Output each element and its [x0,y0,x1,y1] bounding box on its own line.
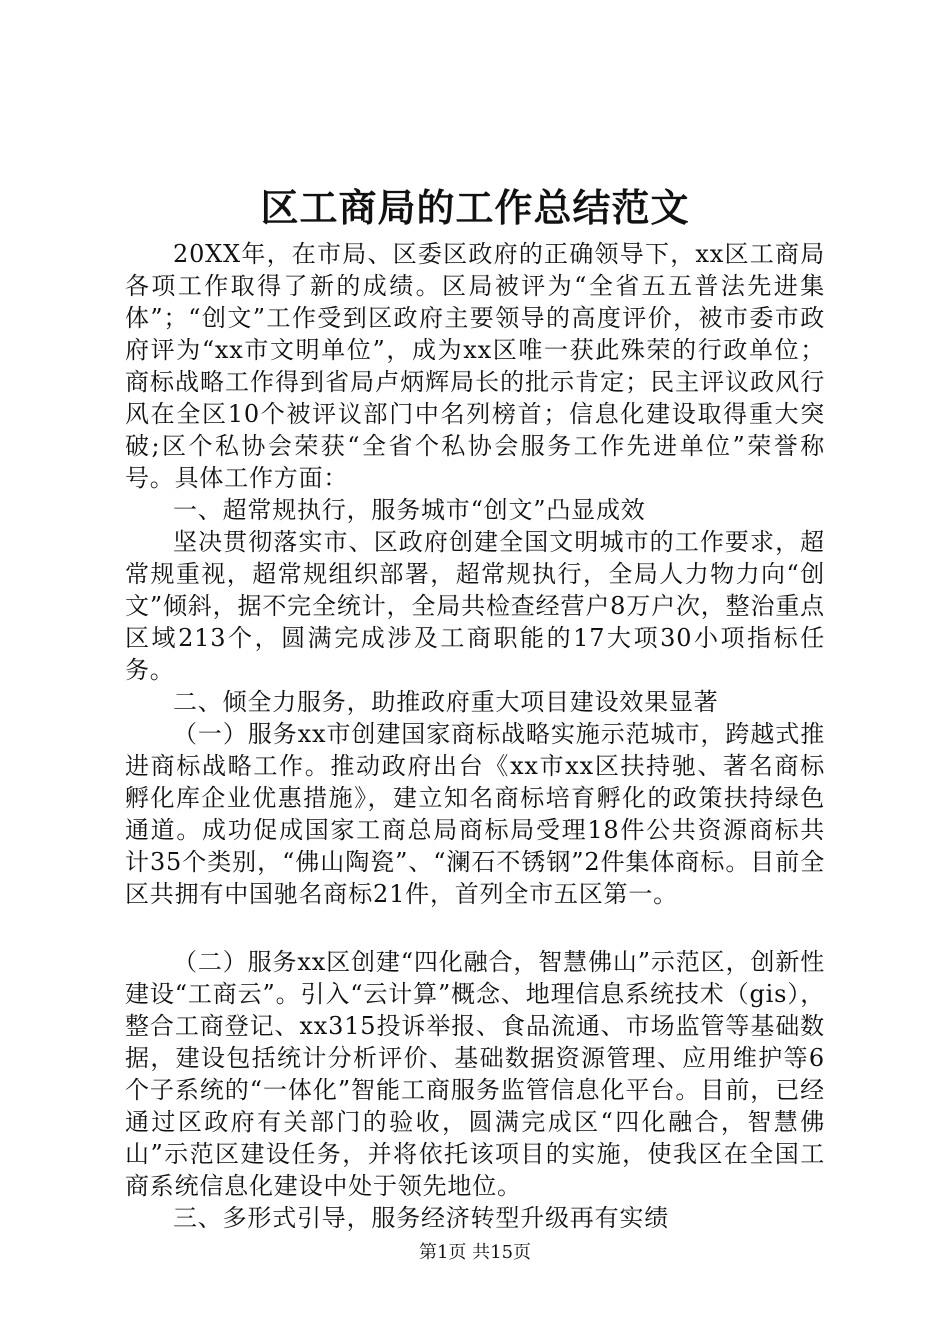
section-2-paragraph-1: （一）服务xx市创建国家商标战略实施示范城市，跨越式推进商标战略工作。推动政府出台《xx市xx区扶持驰、著名商标孵化库企业优惠措施》，建立知名商标培育孵化的政策扶持绿色通道。成功促成国家工商总局商标局受理18件公共资源商标共计35个类别，“佛山陶瓷”、“澜石不锈钢”2件集体商标。目前全区共拥有中国驰名商标21件，首列全市五区第一。 [125,720,825,908]
document-title: 区工商局的工作总结范文 [260,185,690,230]
section-2-paragraph-2: （二）服务xx区创建“四化融合，智慧佛山”示范区，创新性建设“工商云”。引入“云计算”概念、地理信息系统技术（gis），整合工商登记、xx315投诉举报、食品流通、市场监管等基础数据，建设包括统计分析评价、基础数据资源管理、应用维护等6个子系统的“一体化”智能工商服务监管信息化平台。目前，已经通过区政府有关部门的验收，圆满完成区“四化融合，智慧佛山”示范区建设任务，并将依托该项目的实施，使我区在全国工商系统信息化建设中处于领先地位。 [125,948,826,1200]
paragraph-spacer [125,910,825,946]
document-body [125,238,825,1234]
section-heading-3: 三、多形式引导，服务经济转型升级再有实绩 [173,1204,669,1232]
section-1-paragraph: 坚决贯彻落实市、区政府创建全国文明城市的工作要求，超常规重视，超常规组织部署，超常规执行，全局人力物力向“创文”倾斜，据不完全统计，全局共检查经营户8万户次，整治重点区域213个，圆满完成涉及工商职能的17大项30小项指标任务。 [125,528,825,684]
section-heading-1: 一、超常规执行，服务城市“创文”凸显成效 [173,496,646,524]
page-number-footer: 第1页 共15页 [418,1242,532,1263]
section-heading-2: 二、倾全力服务，助推政府重大项目建设效果显著 [173,688,719,716]
intro-paragraph: 20XX年，在市局、区委区政府的正确领导下，xx区工商局各项工作取得了新的成绩。区局被评为“全省五五普法先进集体”；“创文”工作受到区政府主要领导的高度评价，被市委市政府评为“xx市文明单位”，成为xx区唯一获此殊荣的行政单位；商标战略工作得到省局卢炳辉局长的批示肯定；民主评议政风行风在全区10个被评议部门中名列榜首；信息化建设取得重大突破;区个私协会荣获“全省个私协会服务工作先进单位”荣誉称号。具体工作方面： [125,240,825,492]
